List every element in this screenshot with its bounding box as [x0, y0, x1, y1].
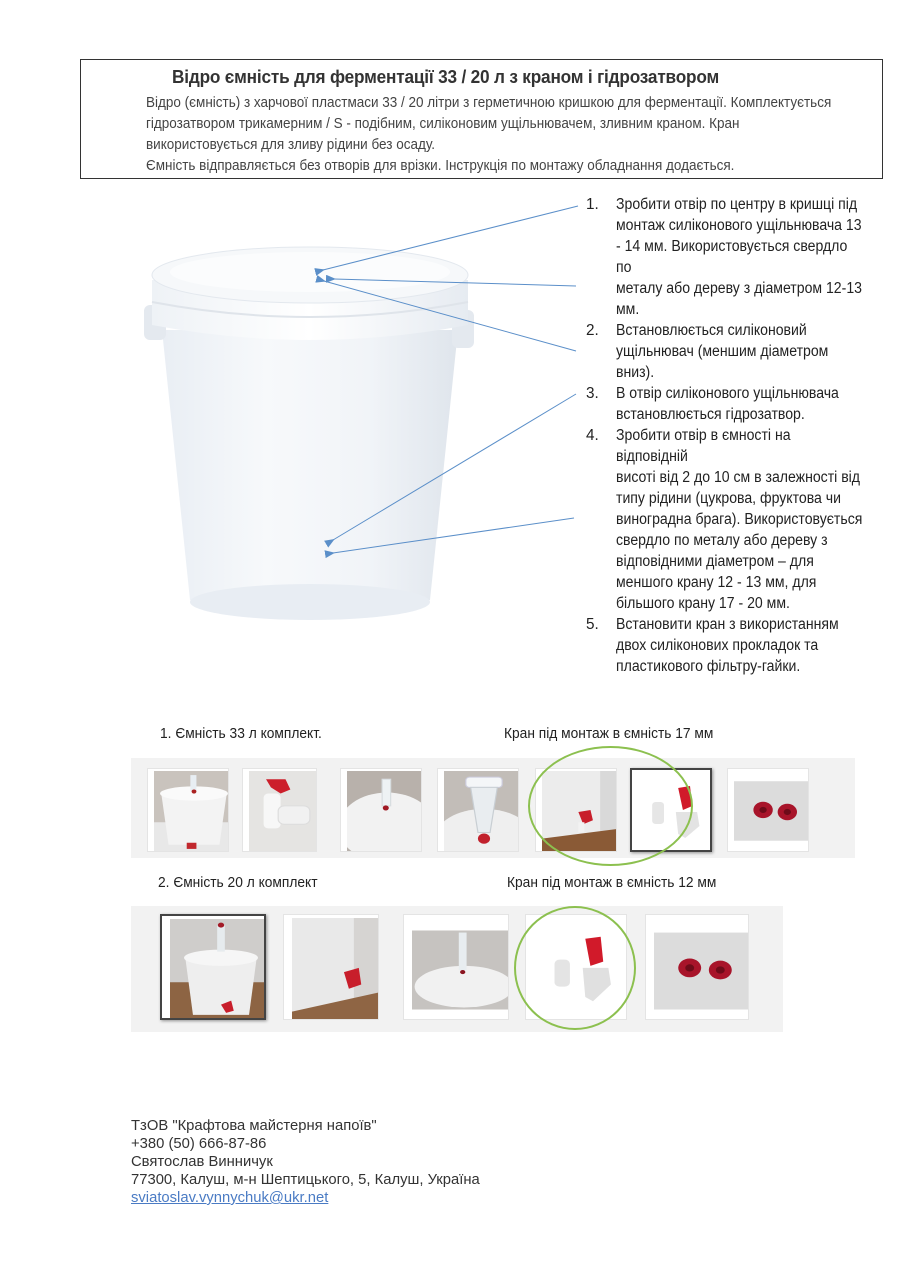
thumb-lid-with-airlock[interactable]	[340, 768, 422, 852]
step-text: пластикового фільтру-гайки.	[616, 658, 801, 675]
step-text: висоті від 2 до 10 см в залежності від	[616, 469, 861, 486]
step-number: 4.	[586, 427, 599, 444]
thumb-red-silicone-gaskets[interactable]	[645, 914, 749, 1020]
thumb-red-silicone-gaskets[interactable]	[727, 768, 809, 852]
step-text: відповідними діаметром – для	[616, 553, 814, 570]
thumb-bucket-with-airlock-and-tap[interactable]	[160, 914, 266, 1020]
kit-33l-label: 1. Ємність 33 л комплект.	[160, 726, 322, 742]
step-number: 3.	[586, 385, 599, 402]
step-text: - 14 мм. Використовується свердло по	[616, 238, 848, 276]
step-text: мм.	[616, 301, 640, 318]
step-text: виноградна брага). Використовується	[616, 511, 863, 528]
company-name: ТзОВ "Крафтова майстерня напоїв"	[131, 1118, 377, 1134]
instruction-step	[586, 383, 886, 425]
email-link[interactable]: sviatoslav.vynnychuk@ukr.net	[131, 1190, 329, 1206]
step-text: типу рідини (цукрова, фруктова чи	[616, 490, 841, 507]
phone-number: +380 (50) 666-87-86	[131, 1136, 267, 1152]
step-text: монтаж силіконового ущільнювача 13	[616, 217, 862, 234]
address: 77300, Калуш, м-н Шептицького, 5, Калуш, Україна	[131, 1172, 480, 1188]
contact-footer	[131, 1117, 480, 1207]
contact-person: Святослав Винничук	[131, 1154, 273, 1170]
thumb-tap-parts[interactable]	[630, 768, 712, 852]
description-line: використовується для зливу рідини без осаду.	[146, 136, 436, 153]
thumb-bucket-with-airlock-and-tap[interactable]	[147, 768, 229, 852]
bucket-image	[140, 230, 480, 630]
step-text: Зробити отвір в ємності на відповідній	[616, 427, 791, 465]
tap-12mm-label: Кран під монтаж в ємність 12 мм	[507, 875, 717, 891]
instruction-step	[586, 194, 886, 320]
step-text: Встановлюється силіконовий	[616, 322, 807, 339]
step-text: В отвір силіконового ущільнювача	[616, 385, 839, 402]
step-number: 1.	[586, 196, 599, 213]
thumb-airlock-closeup[interactable]	[437, 768, 519, 852]
page-title: Відро ємність для ферментації 33 / 20 л з краном і гідрозатвором	[172, 66, 720, 87]
instruction-step	[586, 425, 886, 614]
step-text: Встановити кран з використанням	[616, 616, 839, 633]
thumb-tap-parts[interactable]	[525, 914, 627, 1020]
step-text: двох силіконових прокладок та	[616, 637, 819, 654]
product-description	[146, 92, 866, 176]
step-text: встановлюється гідрозатвор.	[616, 406, 805, 423]
step-text: більшого крану 17 - 20 мм.	[616, 595, 790, 612]
tap-17mm-label: Кран під монтаж в ємність 17 мм	[504, 726, 714, 742]
installation-instructions	[586, 194, 886, 677]
thumb-tap-installed-on-bucket[interactable]	[283, 914, 379, 1020]
step-number: 5.	[586, 616, 599, 633]
instruction-step	[586, 614, 886, 677]
step-text: ущільнювач (меншим діаметром	[616, 343, 829, 360]
instruction-step	[586, 320, 886, 383]
description-line: Відро (ємність) з харчової пластмаси 33 / 20 літри з герметичною кришкою для ферментації. Комплектується	[146, 94, 832, 111]
thumb-lid-with-airlock[interactable]	[403, 914, 509, 1020]
step-text: вниз).	[616, 364, 655, 381]
step-text: Зробити отвір по центру в кришці під	[616, 196, 858, 213]
step-number: 2.	[586, 322, 599, 339]
kit-20l-label: 2. Ємність 20 л комплект	[158, 875, 318, 891]
step-text: меншого крану 12 - 13 мм, для	[616, 574, 817, 591]
description-line: гідрозатвором трикамерним / S - подібним, силіконовим ущільнювачем, зливним краном. Кран	[146, 115, 740, 132]
thumb-tap-installed-on-bucket[interactable]	[535, 768, 617, 852]
thumb-red-white-tap[interactable]	[242, 768, 317, 852]
step-text: свердло по металу або дереву з	[616, 532, 828, 549]
step-text: металу або дереву з діаметром 12-13	[616, 280, 862, 297]
description-line: Ємність відправляється без отворів для врізки. Інструкція по монтажу обладнання додається.	[146, 157, 735, 174]
